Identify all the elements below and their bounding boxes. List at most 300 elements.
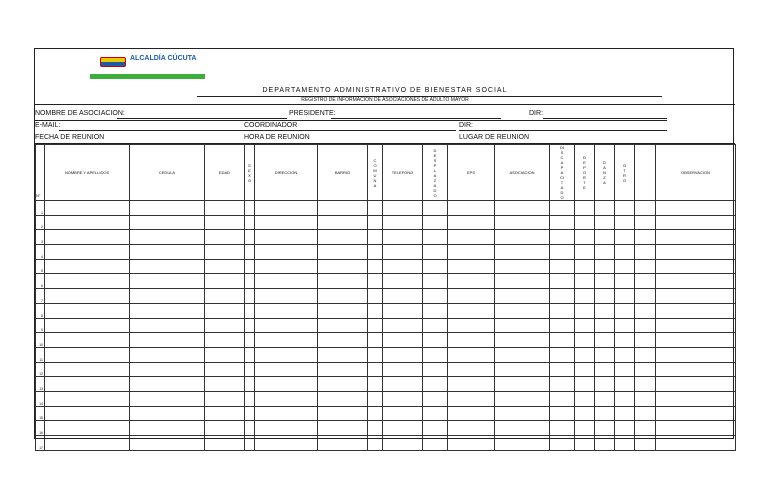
table-cell[interactable] [318,274,368,289]
table-cell[interactable] [615,318,635,333]
table-cell[interactable] [635,245,656,260]
table-cell[interactable] [255,201,318,216]
table-cell[interactable] [318,362,368,377]
table-cell[interactable] [575,318,595,333]
table-cell[interactable] [368,245,383,260]
table-cell[interactable] [656,318,736,333]
table-cell[interactable] [495,318,550,333]
table-cell[interactable] [550,259,575,274]
table-cell[interactable] [495,245,550,260]
table-cell[interactable] [245,215,255,230]
table-cell[interactable] [575,333,595,348]
table-cell[interactable] [45,436,130,451]
table-cell[interactable] [495,333,550,348]
table-cell[interactable] [495,201,550,216]
table-cell[interactable] [550,362,575,377]
table-cell[interactable] [45,245,130,260]
table-cell[interactable] [656,274,736,289]
table-cell[interactable] [448,274,495,289]
table-cell[interactable] [615,274,635,289]
table-cell[interactable] [656,215,736,230]
table-cell[interactable] [615,230,635,245]
table-cell[interactable] [495,421,550,436]
table-cell[interactable] [656,289,736,304]
table-cell[interactable] [245,362,255,377]
table-cell[interactable] [575,436,595,451]
table-cell[interactable] [45,274,130,289]
president-line[interactable] [331,118,501,119]
table-cell[interactable] [205,215,245,230]
table-cell[interactable] [130,391,205,406]
table-cell[interactable] [383,274,423,289]
table-cell[interactable] [495,377,550,392]
table-cell[interactable] [245,245,255,260]
table-cell[interactable] [255,303,318,318]
table-cell[interactable] [255,377,318,392]
table-cell[interactable] [45,362,130,377]
table-cell[interactable] [45,391,130,406]
table-cell[interactable] [448,406,495,421]
table-cell[interactable] [318,201,368,216]
table-cell[interactable] [595,333,615,348]
table-cell[interactable] [656,259,736,274]
table-cell[interactable] [368,259,383,274]
table-cell[interactable] [368,436,383,451]
table-cell[interactable] [550,215,575,230]
address-line[interactable] [543,118,667,119]
table-cell[interactable] [575,362,595,377]
table-cell[interactable] [383,230,423,245]
table-cell[interactable] [423,201,448,216]
table-cell[interactable] [550,230,575,245]
association-name-line[interactable] [117,118,287,119]
table-cell[interactable] [130,259,205,274]
table-cell[interactable] [550,201,575,216]
table-cell[interactable] [635,318,656,333]
table-cell[interactable] [495,391,550,406]
table-cell[interactable] [205,333,245,348]
table-cell[interactable] [635,421,656,436]
table-cell[interactable] [255,421,318,436]
table-cell[interactable] [448,362,495,377]
table-cell[interactable] [368,421,383,436]
table-cell[interactable] [255,362,318,377]
column-header-label: CEDULA [158,170,176,175]
table-cell[interactable] [205,436,245,451]
table-cell[interactable] [245,347,255,362]
table-cell[interactable] [495,289,550,304]
table-cell[interactable] [245,421,255,436]
table-cell[interactable] [45,289,130,304]
table-cell[interactable] [448,215,495,230]
table-cell[interactable] [205,421,245,436]
table-cell[interactable] [130,318,205,333]
table-cell[interactable] [368,289,383,304]
table-cell[interactable] [245,289,255,304]
table-cell[interactable] [368,406,383,421]
table-cell[interactable] [448,391,495,406]
table-cell[interactable] [595,391,615,406]
table-cell[interactable] [205,245,245,260]
column-header [595,145,615,201]
table-cell[interactable] [255,245,318,260]
table-cell[interactable] [575,230,595,245]
table-cell[interactable] [245,201,255,216]
table-cell[interactable] [656,201,736,216]
table-cell[interactable] [595,377,615,392]
email-line[interactable] [59,130,244,131]
row-number: 9 [36,318,45,333]
table-cell[interactable] [245,391,255,406]
table-cell[interactable] [255,391,318,406]
table-cell[interactable] [595,347,615,362]
table-cell[interactable] [383,215,423,230]
table-cell[interactable] [423,274,448,289]
table-cell[interactable] [550,318,575,333]
table-cell[interactable] [448,377,495,392]
table-cell[interactable] [368,333,383,348]
table-cell[interactable] [383,259,423,274]
table-cell[interactable] [318,245,368,260]
table-cell[interactable] [45,230,130,245]
table-cell[interactable] [550,436,575,451]
table-cell[interactable] [205,303,245,318]
table-cell[interactable] [383,362,423,377]
table-cell[interactable] [130,421,205,436]
table-cell[interactable] [423,303,448,318]
table-cell[interactable] [368,230,383,245]
table-cell[interactable] [550,377,575,392]
table-cell[interactable] [635,230,656,245]
table-cell[interactable] [595,274,615,289]
table-cell[interactable] [656,245,736,260]
table-cell[interactable] [615,362,635,377]
table-cell[interactable] [383,289,423,304]
table-cell[interactable] [255,215,318,230]
table-cell[interactable] [130,274,205,289]
table-cell[interactable] [368,347,383,362]
table-cell[interactable] [615,406,635,421]
table-cell[interactable] [635,259,656,274]
table-cell[interactable] [245,303,255,318]
table-cell[interactable] [615,303,635,318]
table-cell[interactable] [205,201,245,216]
table-cell[interactable] [318,406,368,421]
table-cell[interactable] [45,318,130,333]
table-cell[interactable] [423,333,448,348]
table-cell[interactable] [615,391,635,406]
column-header-label: BARRIO [334,170,351,175]
table-cell[interactable] [575,347,595,362]
table-cell[interactable] [423,318,448,333]
table-cell[interactable] [45,303,130,318]
table-cell[interactable] [495,406,550,421]
table-cell[interactable] [383,436,423,451]
table-cell[interactable] [550,421,575,436]
table-cell[interactable] [595,259,615,274]
table-cell[interactable] [495,230,550,245]
table-cell[interactable] [635,289,656,304]
table-cell[interactable] [615,421,635,436]
table-cell[interactable] [318,215,368,230]
table-cell[interactable] [615,347,635,362]
table-cell[interactable] [595,215,615,230]
table-cell[interactable] [368,391,383,406]
table-cell[interactable] [318,421,368,436]
table-cell[interactable] [575,245,595,260]
table-cell[interactable] [448,201,495,216]
table-cell[interactable] [423,230,448,245]
table-cell[interactable] [595,406,615,421]
column-header [205,145,245,201]
table-cell[interactable] [255,274,318,289]
table-cell[interactable] [368,215,383,230]
table-cell[interactable] [45,406,130,421]
table-cell[interactable] [615,215,635,230]
table-cell[interactable] [615,436,635,451]
table-cell[interactable] [205,377,245,392]
table-cell[interactable] [245,274,255,289]
table-cell[interactable] [245,436,255,451]
table-cell[interactable] [423,362,448,377]
table-cell[interactable] [130,289,205,304]
table-cell[interactable] [255,318,318,333]
table-cell[interactable] [495,362,550,377]
table-cell[interactable] [45,333,130,348]
table-cell[interactable] [615,259,635,274]
table-cell[interactable] [448,318,495,333]
table-cell[interactable] [595,245,615,260]
table-cell[interactable] [383,201,423,216]
table-cell[interactable] [575,289,595,304]
table-cell[interactable] [550,391,575,406]
table-cell[interactable] [656,436,736,451]
table-cell[interactable] [245,318,255,333]
table-cell[interactable] [656,377,736,392]
table-cell[interactable] [595,230,615,245]
table-cell[interactable] [635,333,656,348]
table-cell[interactable] [45,377,130,392]
table-cell[interactable] [423,245,448,260]
table-cell[interactable] [368,362,383,377]
table-cell[interactable] [550,347,575,362]
table-cell[interactable] [318,318,368,333]
table-cell[interactable] [615,333,635,348]
table-cell[interactable] [495,347,550,362]
table-cell[interactable] [205,347,245,362]
table-cell[interactable] [550,406,575,421]
table-cell[interactable] [495,274,550,289]
table-cell[interactable] [318,303,368,318]
table-cell[interactable] [448,436,495,451]
table-cell[interactable] [318,377,368,392]
table-cell[interactable] [550,245,575,260]
table-cell[interactable] [318,436,368,451]
table-cell[interactable] [130,362,205,377]
table-cell[interactable] [448,347,495,362]
table-cell[interactable] [383,303,423,318]
table-cell[interactable] [656,347,736,362]
table-cell[interactable] [130,215,205,230]
table-cell[interactable] [575,421,595,436]
table-cell[interactable] [130,245,205,260]
table-cell[interactable] [383,245,423,260]
table-cell[interactable] [318,391,368,406]
table-cell[interactable] [635,377,656,392]
table-cell[interactable] [575,377,595,392]
table-cell[interactable] [575,406,595,421]
table-cell[interactable] [205,362,245,377]
table-cell[interactable] [255,347,318,362]
table-cell[interactable] [45,421,130,436]
table-cell[interactable] [595,421,615,436]
table-cell[interactable] [448,259,495,274]
table-cell[interactable] [245,230,255,245]
table-cell[interactable] [383,391,423,406]
table-cell[interactable] [448,303,495,318]
table-cell[interactable] [448,333,495,348]
table-cell[interactable] [45,259,130,274]
table-cell[interactable] [595,318,615,333]
table-cell[interactable] [423,406,448,421]
table-cell[interactable] [383,421,423,436]
table-cell[interactable] [423,436,448,451]
table-cell[interactable] [205,230,245,245]
table-cell[interactable] [45,201,130,216]
table-cell[interactable] [255,406,318,421]
table-cell[interactable] [318,230,368,245]
table-cell[interactable] [383,333,423,348]
table-cell[interactable] [205,318,245,333]
table-cell[interactable] [368,274,383,289]
table-cell[interactable] [635,406,656,421]
table-cell[interactable] [656,391,736,406]
table-cell[interactable] [595,201,615,216]
table-cell[interactable] [255,436,318,451]
table-cell[interactable] [130,333,205,348]
table-cell[interactable] [45,215,130,230]
table-cell[interactable] [205,406,245,421]
table-cell[interactable] [368,318,383,333]
table-cell[interactable] [423,215,448,230]
table-cell[interactable] [550,274,575,289]
table-cell[interactable] [495,436,550,451]
table-cell[interactable] [615,245,635,260]
table-cell[interactable] [318,289,368,304]
table-cell[interactable] [130,347,205,362]
table-cell[interactable] [635,391,656,406]
table-cell[interactable] [318,259,368,274]
table-cell[interactable] [255,230,318,245]
table-cell[interactable] [595,303,615,318]
table-cell[interactable] [205,391,245,406]
table-cell[interactable] [550,289,575,304]
table-cell[interactable] [595,362,615,377]
coordinator-line[interactable] [244,130,456,131]
table-cell[interactable] [615,201,635,216]
table-cell[interactable] [575,303,595,318]
table-cell[interactable] [656,230,736,245]
table-cell[interactable] [130,303,205,318]
table-cell[interactable] [656,303,736,318]
table-cell[interactable] [255,289,318,304]
table-cell[interactable] [245,377,255,392]
table-cell[interactable] [656,421,736,436]
table-cell[interactable] [575,259,595,274]
table-cell[interactable] [448,230,495,245]
table-cell[interactable] [423,289,448,304]
table-cell[interactable] [448,245,495,260]
table-cell[interactable] [550,333,575,348]
table-cell[interactable] [130,406,205,421]
table-cell[interactable] [205,289,245,304]
table-cell[interactable] [423,391,448,406]
table-cell[interactable] [575,201,595,216]
table-cell[interactable] [656,406,736,421]
table-cell[interactable] [318,333,368,348]
table-cell[interactable] [130,436,205,451]
table-cell[interactable] [495,259,550,274]
table-cell[interactable] [130,377,205,392]
table-cell[interactable] [615,289,635,304]
table-cell[interactable] [635,215,656,230]
table-cell[interactable] [635,362,656,377]
address2-line[interactable] [459,130,667,131]
table-cell[interactable] [595,436,615,451]
table-cell[interactable] [383,318,423,333]
table-cell[interactable] [635,436,656,451]
table-cell[interactable] [318,347,368,362]
table-cell[interactable] [448,289,495,304]
table-cell[interactable] [255,333,318,348]
table-cell[interactable] [245,333,255,348]
table-cell[interactable] [205,274,245,289]
table-cell[interactable] [635,274,656,289]
table-cell[interactable] [635,303,656,318]
table-cell[interactable] [615,377,635,392]
table-cell[interactable] [448,421,495,436]
table-cell[interactable] [495,215,550,230]
table-cell[interactable] [495,303,550,318]
table-cell[interactable] [383,347,423,362]
table-cell[interactable] [550,303,575,318]
table-cell[interactable] [255,259,318,274]
table-cell[interactable] [205,259,245,274]
table-cell[interactable] [383,377,423,392]
table-cell[interactable] [368,303,383,318]
table-cell[interactable] [595,289,615,304]
table-cell[interactable] [245,406,255,421]
table-cell[interactable] [575,274,595,289]
table-cell[interactable] [423,377,448,392]
table-cell[interactable] [245,259,255,274]
table-cell[interactable] [423,421,448,436]
table-cell[interactable] [130,201,205,216]
table-cell[interactable] [368,201,383,216]
table-cell[interactable] [383,406,423,421]
table-cell[interactable] [575,215,595,230]
table-cell[interactable] [575,391,595,406]
table-cell[interactable] [423,347,448,362]
table-cell[interactable] [635,201,656,216]
table-cell[interactable] [656,362,736,377]
table-cell[interactable] [635,347,656,362]
table-cell[interactable] [423,259,448,274]
table-cell[interactable] [45,347,130,362]
table-cell[interactable] [656,333,736,348]
table-cell[interactable] [368,377,383,392]
table-cell[interactable] [130,230,205,245]
